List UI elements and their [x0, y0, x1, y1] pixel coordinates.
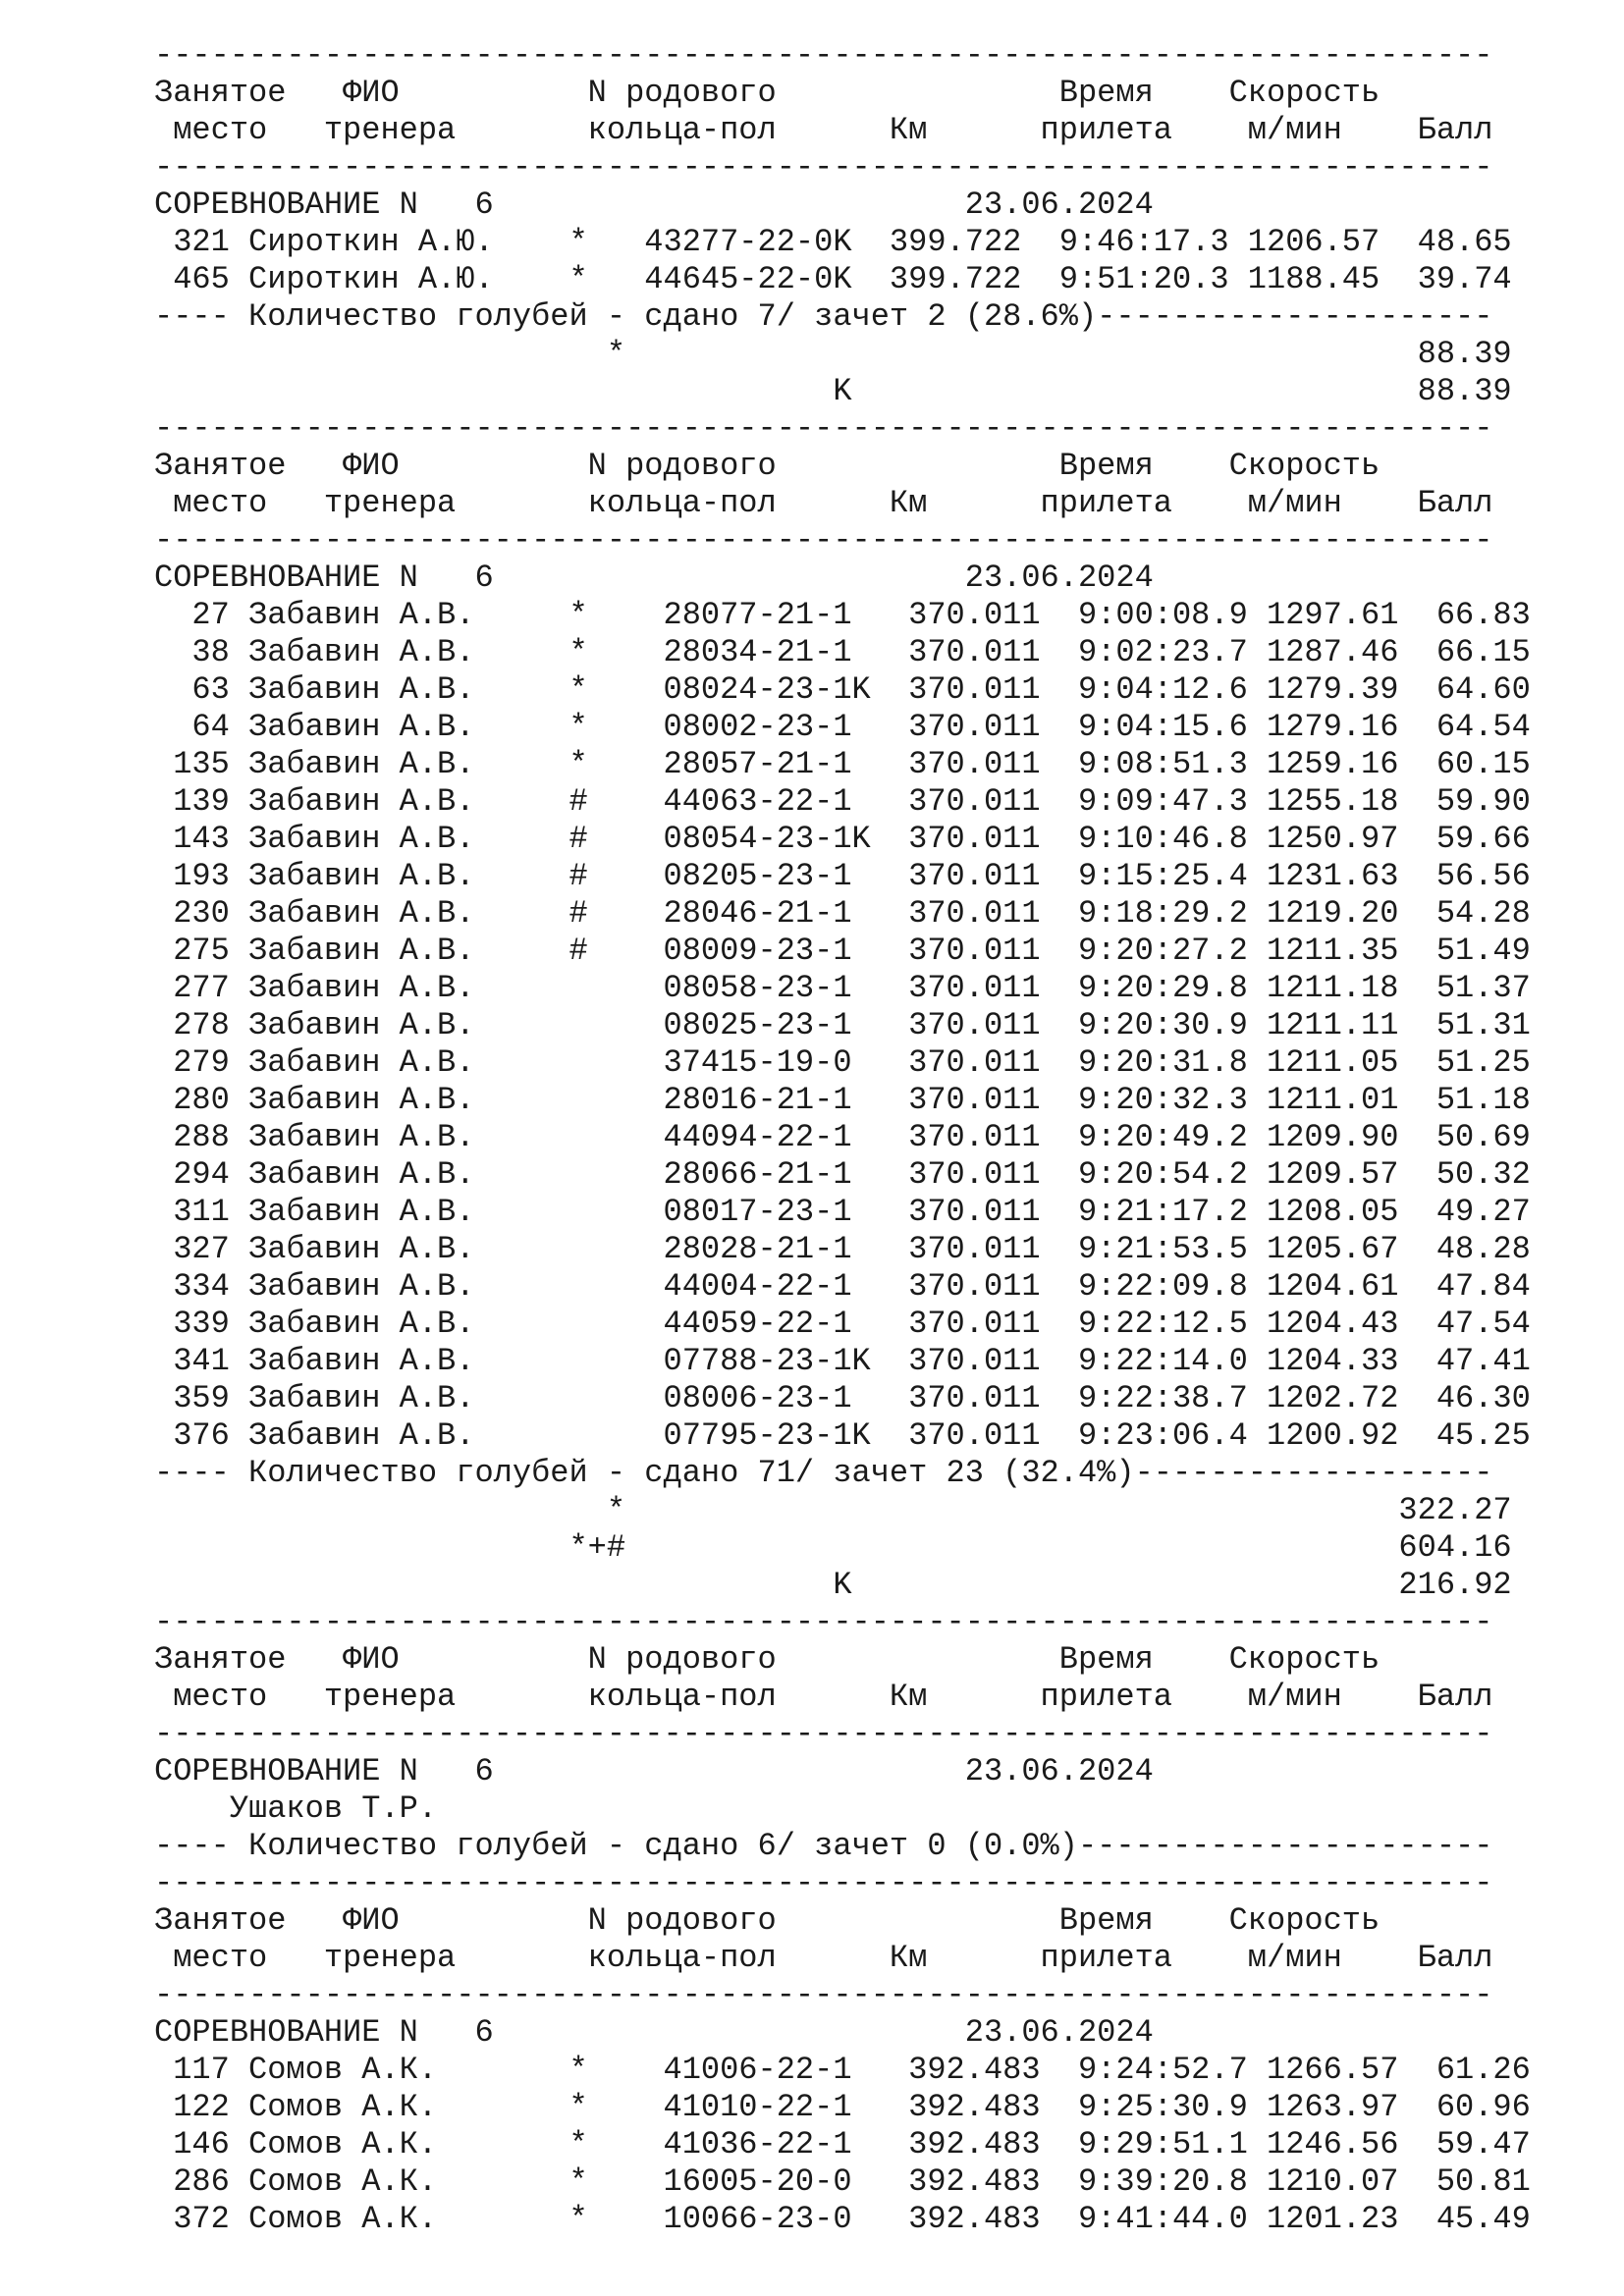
points-total-line: K 216.92	[154, 1567, 1512, 1603]
result-row: 146 Сомов А.К. * 41036-22-1 392.483 9:29:51.1 1246.56 59.47	[154, 2126, 1531, 2163]
points-total-line: * 322.27	[154, 1492, 1512, 1528]
result-row: 135 Забавин А.В. * 28057-21-1 370.011 9:08:51.3 1259.16 60.15	[154, 746, 1531, 782]
separator-line: -----------------------------------------------------------------------	[154, 37, 1493, 74]
result-row: 311 Забавин А.В. 08017-23-1 370.011 9:21:17.2 1208.05 49.27	[154, 1194, 1531, 1230]
competition-title-line: СОРЕВНОВАНИЕ N 6 23.06.2024	[154, 187, 1154, 223]
result-row: 321 Сироткин А.Ю. * 43277-22-0K 399.722 9:46:17.3 1206.57 48.65	[154, 224, 1512, 260]
result-row: 279 Забавин А.В. 37415-19-0 370.011 9:20:31.8 1211.05 51.25	[154, 1044, 1531, 1081]
points-total-line: *+# 604.16	[154, 1529, 1512, 1566]
separator-line: -----------------------------------------------------------------------	[154, 1604, 1493, 1640]
result-row: 27 Забавин А.В. * 28077-21-1 370.011 9:00:08.9 1297.61 66.83	[154, 597, 1531, 633]
trainer-name-line: Ушаков Т.Р.	[154, 1790, 438, 1827]
pigeon-count-summary-line: ---- Количество голубей - сдано 6/ зачет 0 (0.0%)----------------------	[154, 1828, 1493, 1864]
result-row: 277 Забавин А.В. 08058-23-1 370.011 9:20:29.8 1211.18 51.37	[154, 970, 1531, 1006]
result-row: 278 Забавин А.В. 08025-23-1 370.011 9:20:30.9 1211.11 51.31	[154, 1007, 1531, 1043]
competition-title-line: СОРЕВНОВАНИЕ N 6 23.06.2024	[154, 1753, 1154, 1789]
result-row: 288 Забавин А.В. 44094-22-1 370.011 9:20:49.2 1209.90 50.69	[154, 1119, 1531, 1155]
result-row: 64 Забавин А.В. * 08002-23-1 370.011 9:04:15.6 1279.16 64.54	[154, 709, 1531, 745]
result-row: 341 Забавин А.В. 07788-23-1K 370.011 9:22:14.0 1204.33 47.41	[154, 1343, 1531, 1379]
result-row: 339 Забавин А.В. 44059-22-1 370.011 9:22:12.5 1204.43 47.54	[154, 1306, 1531, 1342]
competition-results-report	[154, 37, 1531, 2238]
result-row: 117 Сомов А.К. * 41006-22-1 392.483 9:24:52.7 1266.57 61.26	[154, 2052, 1531, 2088]
result-row: 275 Забавин А.В. # 08009-23-1 370.011 9:20:27.2 1211.35 51.49	[154, 933, 1531, 969]
column-header-line-2: место тренера кольца-пол Км прилета м/мин Балл	[154, 485, 1493, 521]
separator-line: -----------------------------------------------------------------------	[154, 149, 1493, 186]
result-row: 376 Забавин А.В. 07795-23-1K 370.011 9:23:06.4 1200.92 45.25	[154, 1417, 1531, 1454]
column-header-line-2: место тренера кольца-пол Км прилета м/мин Балл	[154, 1940, 1493, 1976]
result-row: 359 Забавин А.В. 08006-23-1 370.011 9:22:38.7 1202.72 46.30	[154, 1380, 1531, 1416]
separator-line: -----------------------------------------------------------------------	[154, 410, 1493, 447]
result-row: 139 Забавин А.В. # 44063-22-1 370.011 9:09:47.3 1255.18 59.90	[154, 783, 1531, 820]
competition-title-line: СОРЕВНОВАНИЕ N 6 23.06.2024	[154, 2014, 1154, 2051]
separator-line: -----------------------------------------------------------------------	[154, 1716, 1493, 1752]
column-header-line-2: место тренера кольца-пол Км прилета м/мин Балл	[154, 112, 1493, 148]
separator-line: -----------------------------------------------------------------------	[154, 1977, 1493, 2013]
column-header-line-1: Занятое ФИО N родового Время Скорость	[154, 1902, 1380, 1939]
result-row: 63 Забавин А.В. * 08024-23-1K 370.011 9:04:12.6 1279.39 64.60	[154, 671, 1531, 708]
points-total-line: K 88.39	[154, 373, 1512, 409]
result-row: 38 Забавин А.В. * 28034-21-1 370.011 9:02:23.7 1287.46 66.15	[154, 634, 1531, 670]
result-row: 143 Забавин А.В. # 08054-23-1K 370.011 9:10:46.8 1250.97 59.66	[154, 821, 1531, 857]
competition-title-line: СОРЕВНОВАНИЕ N 6 23.06.2024	[154, 560, 1154, 596]
column-header-line-1: Занятое ФИО N родового Время Скорость	[154, 75, 1380, 111]
result-row: 294 Забавин А.В. 28066-21-1 370.011 9:20:54.2 1209.57 50.32	[154, 1156, 1531, 1193]
separator-line: -----------------------------------------------------------------------	[154, 1865, 1493, 1901]
column-header-line-2: место тренера кольца-пол Км прилета м/мин Балл	[154, 1679, 1493, 1715]
separator-line: -----------------------------------------------------------------------	[154, 522, 1493, 559]
result-row: 334 Забавин А.В. 44004-22-1 370.011 9:22:09.8 1204.61 47.84	[154, 1268, 1531, 1305]
points-total-line: * 88.39	[154, 336, 1512, 372]
result-row: 372 Сомов А.К. * 10066-23-0 392.483 9:41:44.0 1201.23 45.49	[154, 2201, 1531, 2237]
result-row: 286 Сомов А.К. * 16005-20-0 392.483 9:39:20.8 1210.07 50.81	[154, 2163, 1531, 2200]
column-header-line-1: Занятое ФИО N родового Время Скорость	[154, 1641, 1380, 1678]
pigeon-count-summary-line: ---- Количество голубей - сдано 71/ зачет 23 (32.4%)-------------------	[154, 1455, 1493, 1491]
result-row: 465 Сироткин А.Ю. * 44645-22-0K 399.722 9:51:20.3 1188.45 39.74	[154, 261, 1512, 297]
column-header-line-1: Занятое ФИО N родового Время Скорость	[154, 448, 1380, 484]
pigeon-count-summary-line: ---- Количество голубей - сдано 7/ зачет 2 (28.6%)---------------------	[154, 298, 1493, 335]
result-row: 327 Забавин А.В. 28028-21-1 370.011 9:21:53.5 1205.67 48.28	[154, 1231, 1531, 1267]
result-row: 193 Забавин А.В. # 08205-23-1 370.011 9:15:25.4 1231.63 56.56	[154, 858, 1531, 894]
result-row: 230 Забавин А.В. # 28046-21-1 370.011 9:18:29.2 1219.20 54.28	[154, 895, 1531, 932]
result-row: 122 Сомов А.К. * 41010-22-1 392.483 9:25:30.9 1263.97 60.96	[154, 2089, 1531, 2125]
result-row: 280 Забавин А.В. 28016-21-1 370.011 9:20:32.3 1211.01 51.18	[154, 1082, 1531, 1118]
